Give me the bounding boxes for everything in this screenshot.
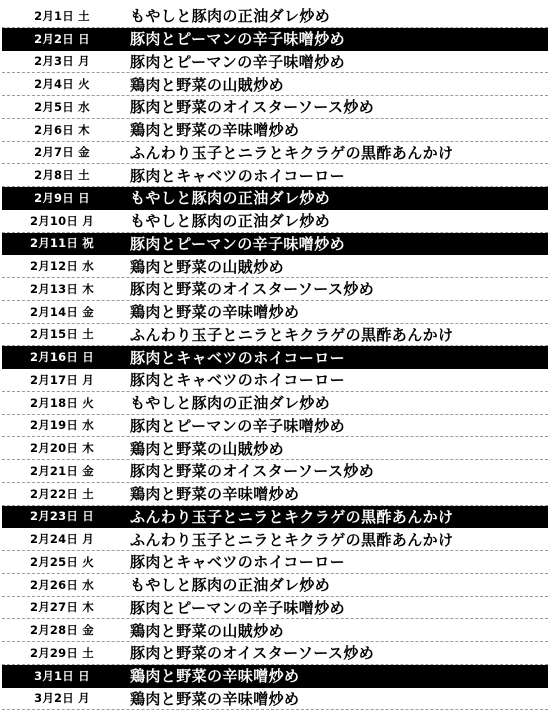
menu-row	[2, 415, 548, 438]
menu-row	[2, 460, 548, 483]
menu-dish: 豚肉とキャベツのホイコーロー	[130, 371, 346, 390]
menu-date: 2月18日 火	[30, 395, 94, 410]
menu-date: 2月2日 日	[34, 31, 90, 46]
menu-dish: ふんわり玉子とニラとキクラゲの黒酢あんかけ	[130, 325, 454, 344]
menu-dish: 鶏肉と野菜の辛味噌炒め	[130, 121, 300, 140]
menu-dish: もやしと豚肉の正油ダレ炒め	[130, 212, 331, 231]
menu-date: 2月14日 金	[30, 304, 94, 319]
menu-date: 2月28日 金	[30, 623, 94, 638]
menu-row	[2, 96, 548, 119]
menu-row-holiday	[2, 28, 548, 51]
menu-date: 2月25日 火	[30, 554, 94, 569]
menu-date: 2月3日 月	[34, 54, 90, 69]
menu-dish: 鶏肉と野菜の辛味噌炒め	[130, 303, 300, 322]
menu-dish: 豚肉とピーマンの辛子味噌炒め	[130, 52, 346, 71]
menu-row	[2, 278, 548, 301]
menu-row	[2, 301, 548, 324]
menu-dish: もやしと豚肉の正油ダレ炒め	[130, 189, 331, 208]
menu-row	[2, 688, 548, 711]
menu-dish: 鶏肉と野菜の辛味噌炒め	[130, 667, 300, 686]
menu-row	[2, 255, 548, 278]
menu-row-holiday	[2, 346, 548, 369]
menu-date: 2月10日 月	[30, 213, 94, 228]
menu-row	[2, 5, 548, 28]
menu-date: 2月5日 水	[34, 99, 90, 114]
menu-row	[2, 142, 548, 165]
menu-dish: ふんわり玉子とニラとキクラゲの黒酢あんかけ	[130, 507, 454, 526]
menu-row	[2, 73, 548, 96]
menu-row	[2, 528, 548, 551]
menu-row	[2, 324, 548, 347]
menu-row	[2, 642, 548, 665]
menu-date: 2月1日 土	[34, 8, 90, 23]
menu-date: 2月7日 金	[34, 145, 90, 160]
menu-date: 2月12日 水	[30, 259, 94, 274]
menu-row	[2, 574, 548, 597]
menu-dish: 豚肉とキャベツのホイコーロー	[130, 348, 346, 367]
menu-dish: 鶏肉と野菜の山賊炒め	[130, 75, 285, 94]
menu-dish: 鶏肉と野菜の辛味噌炒め	[130, 689, 300, 708]
menu-date: 2月9日 日	[34, 190, 90, 205]
menu-date: 2月29日 土	[30, 645, 94, 660]
menu-dish: 豚肉とピーマンの辛子味噌炒め	[130, 30, 346, 49]
menu-dish: もやしと豚肉の正油ダレ炒め	[130, 576, 331, 595]
menu-dish: 豚肉とキャベツのホイコーロー	[130, 166, 346, 185]
menu-date: 2月16日 日	[30, 350, 94, 365]
menu-row	[2, 369, 548, 392]
menu-row	[2, 392, 548, 415]
menu-date: 2月11日 祝	[30, 236, 94, 251]
menu-dish: 豚肉とピーマンの辛子味噌炒め	[130, 598, 346, 617]
menu-dish: 豚肉と野菜のオイスターソース炒め	[130, 98, 375, 117]
menu-row	[2, 51, 548, 74]
menu-dish: 鶏肉と野菜の山賊炒め	[130, 621, 285, 640]
menu-row	[2, 210, 548, 233]
menu-row-holiday	[2, 187, 548, 210]
menu-dish: もやしと豚肉の正油ダレ炒め	[130, 394, 331, 413]
menu-date: 2月24日 月	[30, 532, 94, 547]
menu-date: 2月8日 土	[34, 168, 90, 183]
menu-date: 2月22日 土	[30, 486, 94, 501]
menu-dish: 豚肉とキャベツのホイコーロー	[130, 553, 346, 572]
menu-date: 2月21日 金	[30, 463, 94, 478]
menu-date: 2月20日 木	[30, 441, 94, 456]
menu-dish: もやしと豚肉の正油ダレ炒め	[130, 7, 331, 26]
menu-date: 2月4日 火	[34, 77, 90, 92]
menu-row	[2, 551, 548, 574]
menu-row	[2, 619, 548, 642]
menu-dish: 豚肉とピーマンの辛子味噌炒め	[130, 234, 346, 253]
menu-row-holiday	[2, 665, 548, 688]
menu-date: 2月23日 日	[30, 509, 94, 524]
menu-dish: 豚肉とピーマンの辛子味噌炒め	[130, 416, 346, 435]
menu-date: 2月6日 木	[34, 122, 90, 137]
menu-date: 2月26日 水	[30, 577, 94, 592]
menu-date: 3月1日 日	[34, 668, 90, 683]
menu-dish: 鶏肉と野菜の山賊炒め	[130, 439, 285, 458]
menu-dish: 豚肉と野菜のオイスターソース炒め	[130, 644, 375, 663]
menu-date: 2月17日 月	[30, 372, 94, 387]
menu-row	[2, 597, 548, 620]
menu-dish: 豚肉と野菜のオイスターソース炒め	[130, 462, 375, 481]
menu-dish: 豚肉と野菜のオイスターソース炒め	[130, 280, 375, 299]
menu-row	[2, 119, 548, 142]
menu-dish: ふんわり玉子とニラとキクラゲの黒酢あんかけ	[130, 530, 454, 549]
menu-date: 3月2日 月	[34, 691, 90, 706]
menu-row	[2, 437, 548, 460]
menu-table	[2, 5, 548, 710]
menu-row	[2, 164, 548, 187]
menu-dish: 鶏肉と野菜の山賊炒め	[130, 257, 285, 276]
menu-row-holiday	[2, 506, 548, 529]
menu-date: 2月13日 木	[30, 281, 94, 296]
menu-date: 2月19日 水	[30, 418, 94, 433]
menu-row-holiday	[2, 233, 548, 256]
menu-dish: 鶏肉と野菜の辛味噌炒め	[130, 485, 300, 504]
menu-row	[2, 483, 548, 506]
menu-date: 2月15日 土	[30, 327, 94, 342]
menu-date: 2月27日 木	[30, 600, 94, 615]
menu-dish: ふんわり玉子とニラとキクラゲの黒酢あんかけ	[130, 143, 454, 162]
